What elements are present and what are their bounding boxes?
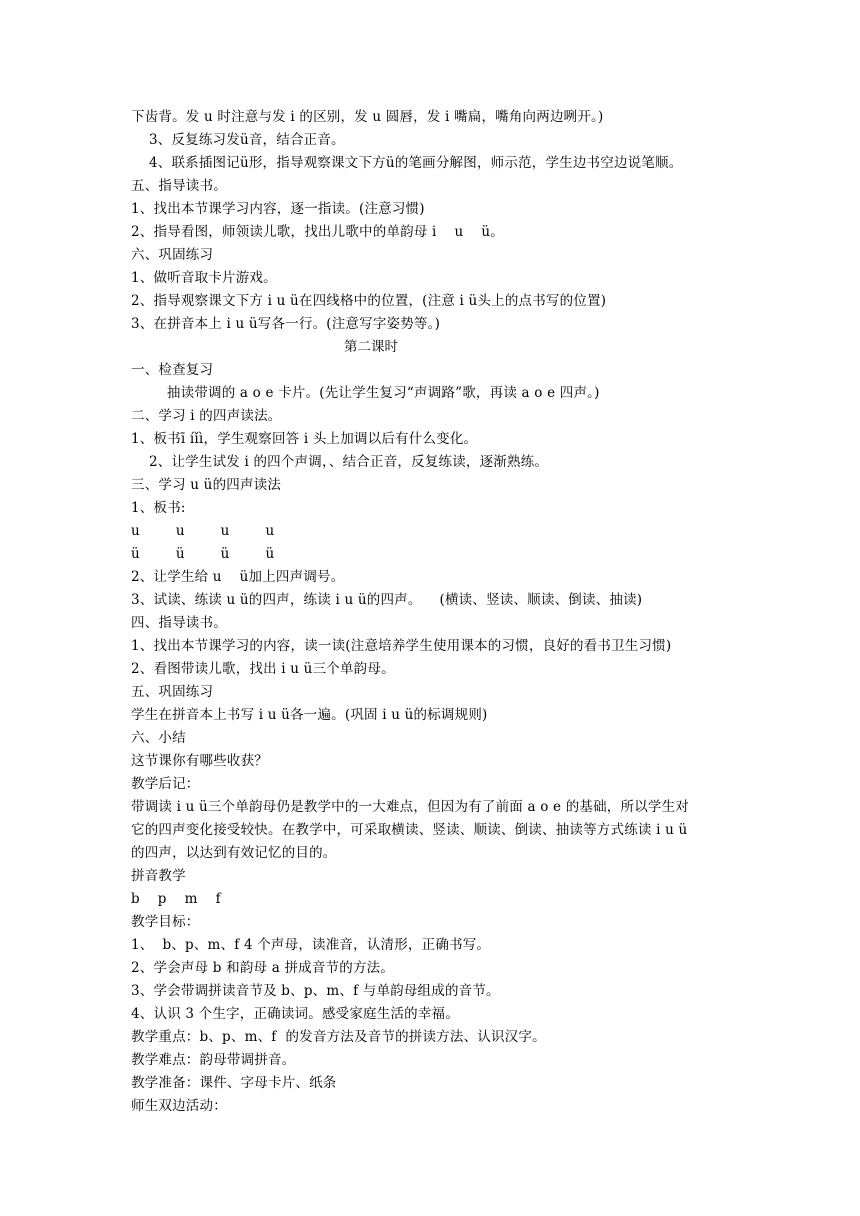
- text-line: 3、反复练习发ü音，结合正音。: [131, 132, 345, 148]
- section-heading: 教学后记：: [131, 776, 200, 792]
- section-heading: 师生双边活动：: [131, 1098, 227, 1114]
- text-line: 3、试读、练读 u ü的四声，练读 i u ü的四声。 (横读、竖读、顺读、倒读、抽读): [131, 592, 643, 608]
- text-line: 2、学会声母 b 和韵母 a 拼成音节的方法。: [131, 960, 395, 976]
- section-heading: 五、巩固练习: [131, 684, 214, 700]
- lesson-title: 第二课时: [344, 339, 398, 355]
- text-line: 1、板书ī íǐì，学生观察回答 i 头上加调以后有什么变化。: [131, 431, 478, 447]
- section-heading: 四、指导读书。: [131, 615, 227, 631]
- text-line: 1、做听音取卡片游戏。: [131, 270, 277, 286]
- text-line: 教学准备：课件、字母卡片、纸条: [131, 1075, 337, 1091]
- text-line: 1、 b、p、m、f 4 个声母，读准音，认清形，正确书写。: [131, 937, 491, 953]
- text-line: 1、找出本节课学习内容，逐一指读。(注意习惯): [131, 201, 425, 217]
- text-line: 4、认识 3 个生字，正确读词。感受家庭生活的幸福。: [131, 1006, 459, 1022]
- text-line: 这节课你有哪些收获？: [131, 753, 268, 769]
- text-line: 2、指导看图，师领读儿歌，找出儿歌中的单韵母 i u ü。: [131, 224, 504, 240]
- section-heading: 教学目标：: [131, 914, 200, 930]
- text-line: 3、在拼音本上 i u ü写各一行。(注意写字姿势等。): [131, 316, 441, 332]
- text-line: 2、看图带读儿歌，找出 i u ü三个单韵母。: [131, 661, 395, 677]
- text-line: 2、让学生试发 i 的四个声调，、结合正音，反复练读，逐渐熟练。: [131, 454, 549, 470]
- text-line: 教学重点：b、p、m、f 的发音方法及音节的拼读方法、认识汉字。: [131, 1029, 546, 1045]
- text-line: 3、学会带调拼读音节及 b、p、m、f 与单韵母组成的音节。: [131, 983, 500, 999]
- section-heading: 六、小结: [131, 730, 186, 746]
- text-line: 学生在拼音本上书写 i u ü各一遍。(巩固 i u ü的标调规则): [131, 707, 488, 723]
- text-line: 抽读带调的 a o e 卡片。(先让学生复习“声调路”歌，再读 a o e 四声。): [131, 385, 600, 401]
- text-line: ü ü ü ü: [131, 546, 275, 562]
- text-line: 它的四声变化接受较快。在教学中，可采取横读、竖读、顺读、倒读、抽读等方式练读 i u ü: [131, 822, 688, 838]
- section-heading: 拼音教学: [131, 868, 186, 884]
- text-line: 4、联系插图记ü形，指导观察课文下方ü的笔画分解图，师示范，学生边书空边说笔顺。: [131, 155, 683, 171]
- section-heading: 五、指导读书。: [131, 178, 227, 194]
- text-line: u u u u: [131, 523, 275, 539]
- text-line: 下齿背。发 u 时注意与发 i 的区别，发 u 圆唇，发 i 嘴扁，嘴角向两边咧开。): [131, 109, 604, 125]
- text-line: b p m f: [131, 891, 221, 907]
- text-line: 的四声，以达到有效记忆的目的。: [131, 845, 337, 861]
- section-heading: 二、学习 i 的四声读法。: [131, 408, 282, 424]
- section-heading: 三、学习 u ü的四声读法: [131, 477, 282, 493]
- section-heading: 六、巩固练习: [131, 247, 214, 263]
- text-line: 1、板书:: [131, 500, 186, 516]
- text-line: 带调读 i u ü三个单韵母仍是教学中的一大难点，但因为有了前面 a o e 的基础，所以学生对: [131, 799, 690, 815]
- text-line: 1、找出本节课学习的内容，读一读(注意培养学生使用课本的习惯，良好的看书卫生习惯): [131, 638, 672, 654]
- text-line: 2、让学生给 u ü加上四声调号。: [131, 569, 345, 585]
- section-heading: 一、检查复习: [131, 362, 214, 378]
- text-line: 2、指导观察课文下方 i u ü在四线格中的位置，(注意 i ü头上的点书写的位置): [131, 293, 607, 309]
- text-line: 教学难点：韵母带调拼音。: [131, 1052, 296, 1068]
